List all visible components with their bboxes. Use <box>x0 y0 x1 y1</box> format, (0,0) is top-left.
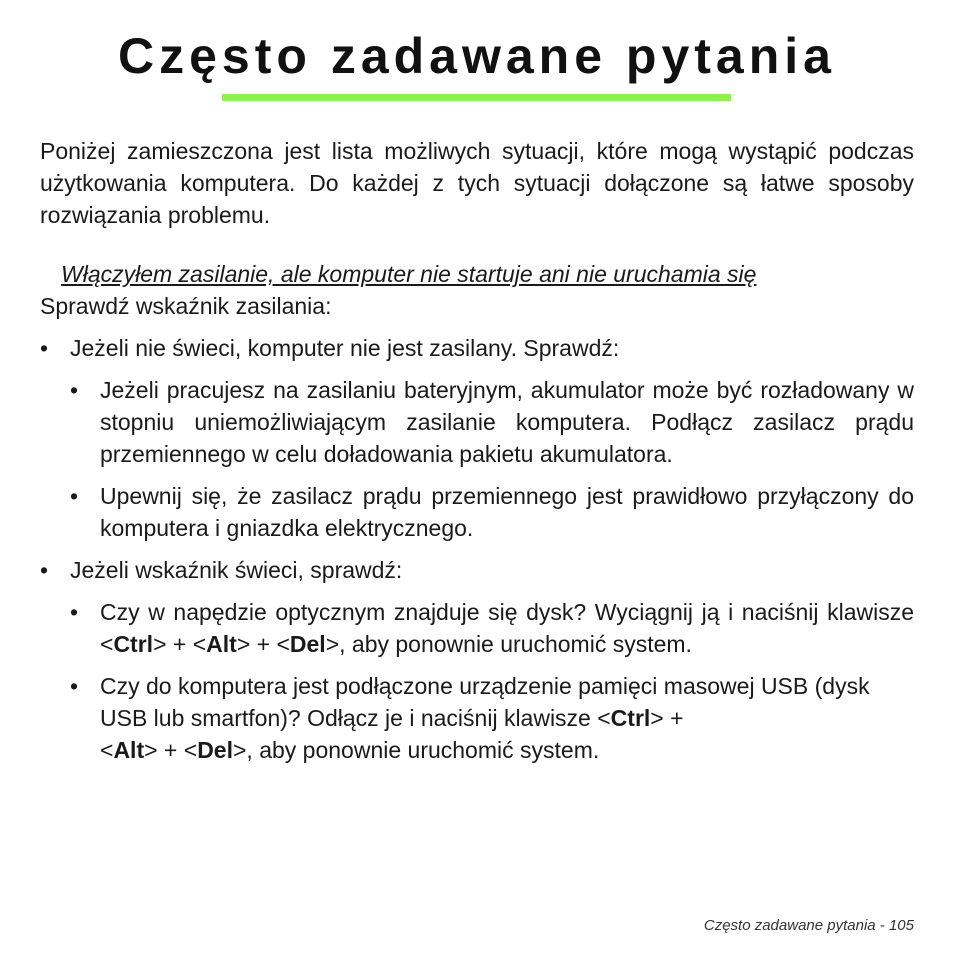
text-segment: Czy do komputera jest podłączone urządzenie pamięci masowej USB (dysk USB lub smartfon)? Odłącz je i naciśnij klawisze < <box>100 673 870 731</box>
intro-paragraph: Poniżej zamieszczona jest lista możliwych sytuacji, które mogą wystąpić podczas użytkowania komputera. Do każdej z tych sytuacji dołączone są łatwe sposoby rozwiązania problemu. <box>40 138 914 228</box>
lead-text: Sprawdź wskaźnik zasilania: <box>40 293 332 319</box>
sub-list-item <box>40 596 914 660</box>
key-del: Del <box>289 631 326 657</box>
list-item <box>40 332 914 364</box>
sub-list-item-text: Jeżeli pracujesz na zasilaniu bateryjnym, akumulator może być rozładowany w stopniu uniemożliwiającym zasilanie komputera. Podłącz zasilacz prądu przemiennego w celu doładowania pakietu akumulatora. <box>100 377 914 467</box>
key-ctrl: Ctrl <box>113 631 154 657</box>
bullet-icon: • <box>70 673 79 699</box>
sub-list-item <box>40 480 914 544</box>
sub-list-item <box>40 374 914 470</box>
text-segment: >, aby ponownie uruchomić system. <box>325 631 692 657</box>
list-item-text: Jeżeli nie świeci, komputer nie jest zasilany. Sprawdź: <box>70 335 620 361</box>
text-segment: > + < <box>153 631 207 657</box>
key-ctrl: Ctrl <box>610 705 651 731</box>
key-alt: Alt <box>113 737 145 763</box>
text-segment: >, aby ponownie uruchomić system. <box>232 737 600 763</box>
bullet-icon: • <box>70 377 79 403</box>
key-del: Del <box>197 737 233 763</box>
key-alt: Alt <box>206 631 237 657</box>
faq-question: Włączyłem zasilanie, ale komputer nie startuje ani nie uruchamia się <box>61 261 757 287</box>
sub-list-item-text: Czy do komputera jest podłączone urządzenie pamięci masowej USB (dysk USB lub smartfon)? Odłącz je i naciśnij klawisze <Ctrl> + <Alt> + <Del>, aby ponownie uruchomić system. <box>100 673 870 763</box>
list-item <box>40 554 914 586</box>
page-footer: Często zadawane pytania - 105 <box>703 917 914 934</box>
list-item-text: Jeżeli wskaźnik świeci, sprawdź: <box>70 557 403 583</box>
page-content <box>40 135 914 776</box>
bullet-icon: • <box>40 335 49 361</box>
text-segment: > + < <box>144 737 198 763</box>
text-segment: Czy w napędzie optycznym znajduje się dysk? Wyciągnij ją i naciśnij klawisze < <box>100 599 914 657</box>
sub-list-item-text <box>100 596 914 660</box>
text-segment: > + < <box>236 631 290 657</box>
bullet-icon: • <box>70 599 79 625</box>
sub-list-item-text: Upewnij się, że zasilacz prądu przemiennego jest prawidłowo przyłączony do komputera i gniazdka elektrycznego. <box>100 483 914 541</box>
bullet-icon: • <box>40 557 49 583</box>
bullet-icon: • <box>70 483 79 509</box>
page-title: Często zadawane pytania <box>118 28 836 84</box>
sub-list-item <box>40 670 914 766</box>
title-underline <box>222 94 731 101</box>
text-segment: > + <box>650 705 684 731</box>
